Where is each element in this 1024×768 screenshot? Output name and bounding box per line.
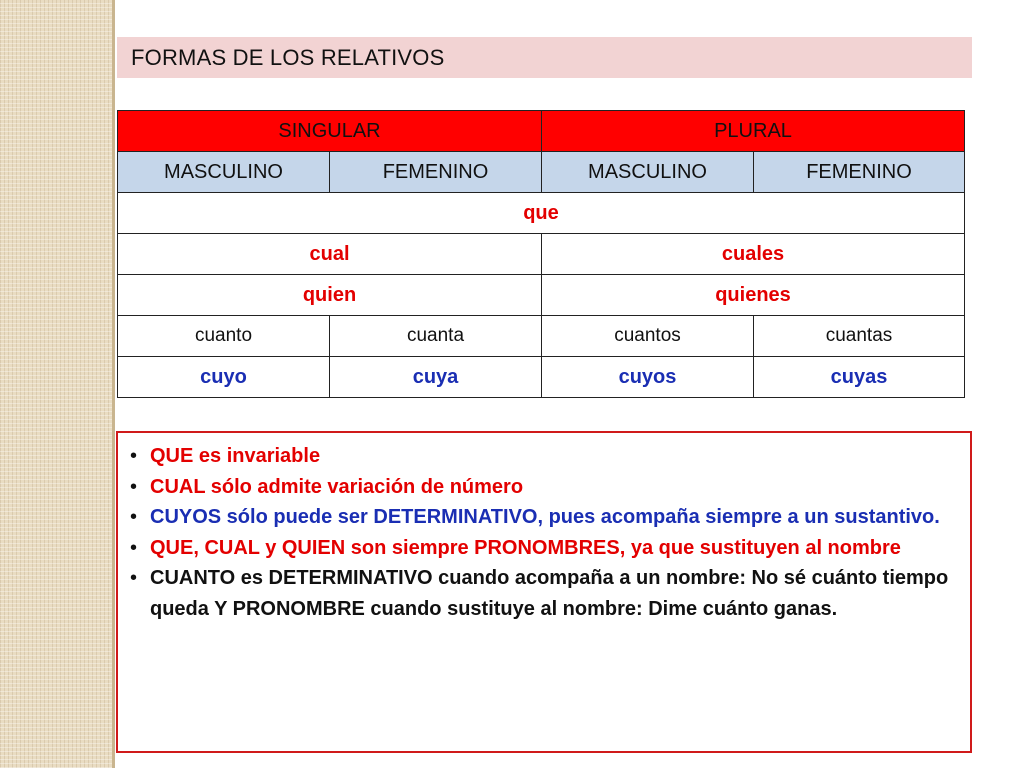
bullet-icon: • [130, 445, 138, 467]
table-row-cual [118, 234, 965, 275]
cell-cuantos: cuantos [542, 316, 754, 357]
subheader-singular-femenino: FEMENINO [330, 152, 542, 193]
bullet-icon: • [130, 567, 138, 589]
subheader-plural-femenino: FEMENINO [754, 152, 965, 193]
note-item [128, 472, 952, 503]
notes-box [116, 431, 972, 753]
cell-quien: quien [118, 275, 542, 316]
table-subheader-row [118, 152, 965, 193]
note-item [128, 502, 952, 533]
relatives-table [117, 110, 965, 398]
bullet-icon: • [130, 506, 138, 528]
note-item [128, 563, 952, 624]
cell-cuales: cuales [542, 234, 965, 275]
notes-list [128, 441, 952, 624]
table-row-cuyo [118, 357, 965, 398]
bullet-icon: • [130, 475, 138, 498]
note-item [128, 533, 952, 564]
table-header-row [118, 111, 965, 152]
slide-title: FORMAS DE LOS RELATIVOS [117, 37, 972, 78]
cell-cuyas: cuyas [754, 357, 965, 398]
note-text: CUAL sólo admite variación de número [150, 475, 524, 498]
subheader-singular-masculino: MASCULINO [118, 152, 330, 193]
note-item [128, 441, 952, 472]
side-strip-border [112, 0, 115, 768]
cell-cuyos: cuyos [542, 357, 754, 398]
note-text: CUANTO es DETERMINATIVO cuando acompaña a un nombre: No sé cuánto tiempo queda Y PRONOMBRE cuando sustituye al nombre: Dime cuánto ganas. [150, 567, 949, 620]
cell-cuantas: cuantas [754, 316, 965, 357]
cell-cuanta: cuanta [330, 316, 542, 357]
cell-cual: cual [118, 234, 542, 275]
note-text: CUYOS sólo puede ser DETERMINATIVO, pues acompaña siempre a un sustantivo. [150, 506, 940, 528]
header-plural: PLURAL [542, 111, 965, 152]
table-row-cuanto [118, 316, 965, 357]
note-text: QUE es invariable [150, 445, 321, 467]
cell-que: que [118, 193, 965, 234]
decorative-side-strip [0, 0, 112, 768]
subheader-plural-masculino: MASCULINO [542, 152, 754, 193]
table-row-quien [118, 275, 965, 316]
header-singular: SINGULAR [118, 111, 542, 152]
cell-cuya: cuya [330, 357, 542, 398]
note-text: QUE, CUAL y QUIEN son siempre PRONOMBRES, ya que sustituyen al nombre [150, 536, 901, 559]
cell-cuanto: cuanto [118, 316, 330, 357]
cell-cuyo: cuyo [118, 357, 330, 398]
table-row-que [118, 193, 965, 234]
cell-quienes: quienes [542, 275, 965, 316]
bullet-icon: • [130, 536, 138, 559]
